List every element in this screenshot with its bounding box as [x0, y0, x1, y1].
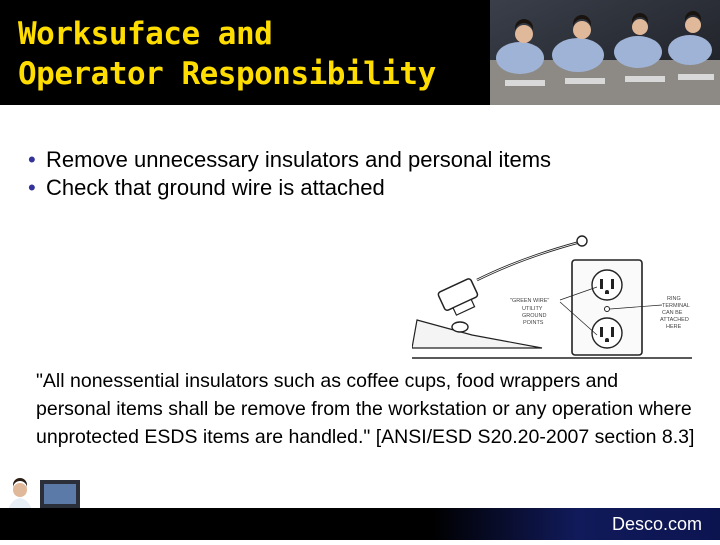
title-line-1: Worksuface and [18, 16, 273, 52]
outlet-diagram-icon [412, 230, 712, 365]
svg-text:GROUND: GROUND [522, 313, 547, 319]
ansi-quote: "All nonessential insulators such as coffee cups, food wrappers and personal items shall be remove from the workstation or any operation where unprotected ESDS items are handled." [ANSI/ESD S20.20-2007 section 8.3] [36, 370, 695, 448]
svg-text:"GREEN WIRE": "GREEN WIRE" [510, 298, 550, 304]
bullet-list [28, 146, 668, 202]
photo-operators-icon [490, 0, 720, 105]
svg-text:POINTS: POINTS [523, 320, 544, 326]
slide-footer [0, 508, 720, 540]
svg-text:CAN BE: CAN BE [662, 310, 683, 316]
svg-text:TERMINAL: TERMINAL [662, 303, 690, 309]
title-line-2: Operator Responsibility [18, 56, 436, 92]
bullet-dot: • [28, 147, 36, 172]
bullet-dot: • [28, 175, 36, 200]
svg-text:UTILITY: UTILITY [522, 306, 543, 312]
bullet-item [28, 146, 668, 174]
footer-brand: Desco.com [611, 514, 702, 534]
bullet-item [28, 174, 668, 202]
slide-header [0, 0, 720, 105]
bullet-text: Remove unnecessary insulators and personal items [46, 147, 552, 172]
svg-text:HERE: HERE [666, 324, 682, 330]
slide-title [18, 14, 436, 94]
svg-text:RING: RING [667, 296, 681, 302]
bullet-text: Check that ground wire is attached [46, 175, 385, 200]
svg-text:ATTACHED: ATTACHED [660, 317, 689, 323]
